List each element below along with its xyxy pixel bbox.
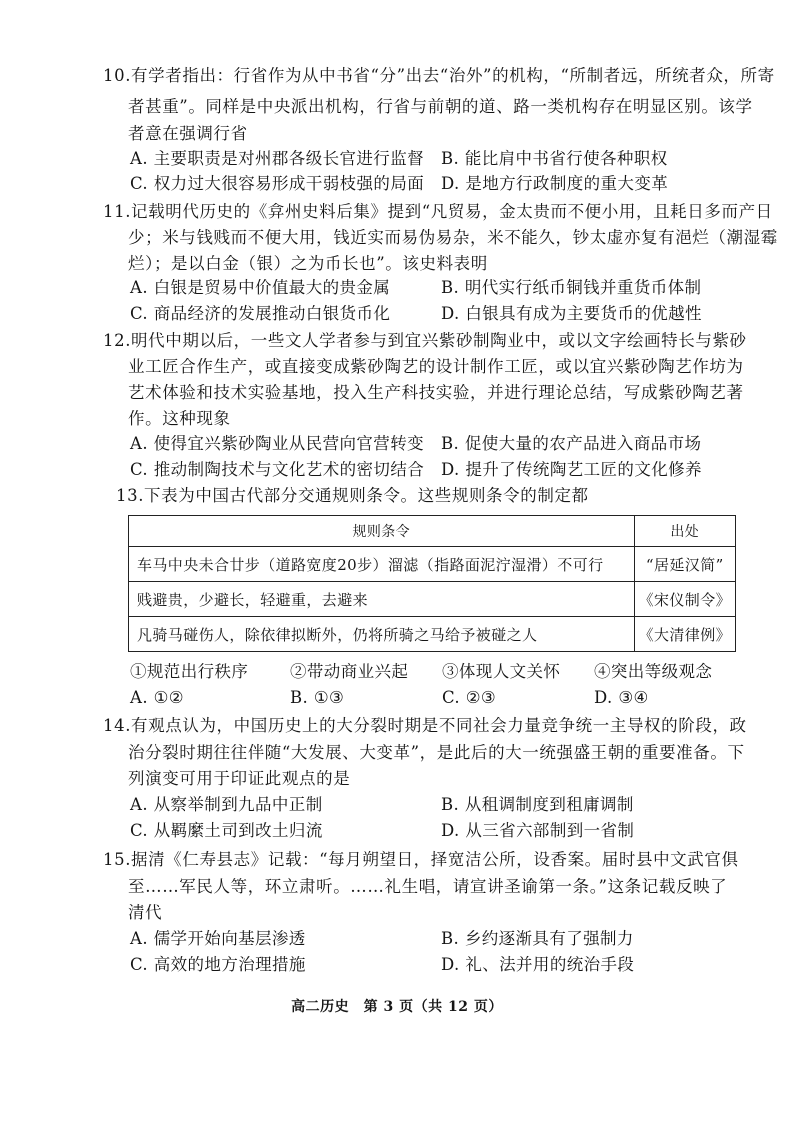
question-10-option-d: D. 是地方行政制度的重大变革 xyxy=(441,174,669,193)
question-13-option-a: A. ①② xyxy=(130,688,184,707)
question-12-line-4: 作。这种现象 xyxy=(128,409,231,428)
question-10-option-b: B. 能比肩中书省行使各种职权 xyxy=(441,149,668,168)
statement-4: ④突出等级观念 xyxy=(594,662,713,681)
table-row xyxy=(129,582,736,617)
table-cell-source: 《大清律例》 xyxy=(634,617,735,652)
page-footer: 高二历史 第 3 页（共 12 页） xyxy=(291,999,503,1015)
question-13-option-c: C. ②③ xyxy=(442,688,497,707)
question-11-option-a: A. 白银是贸易中价值最大的贵金属 xyxy=(130,278,391,297)
question-11-line-2: 少；米与钱贱而不便大用，钱近实而易伪易杂，米不能久，钞太虚亦复有浥烂（潮湿霉 xyxy=(128,228,778,247)
statement-3: ③体现人文关怀 xyxy=(442,662,561,681)
question-14-line-2: 治分裂时期往往伴随“大发展、大变革”，是此后的大一统强盛王朝的重要准备。下 xyxy=(128,743,745,762)
table-header-row xyxy=(129,516,736,547)
question-15-line-3: 清代 xyxy=(128,903,163,922)
question-14-option-d: D. 从三省六部制到一省制 xyxy=(441,821,635,840)
table-cell-rule: 贱避贵，少避长，轻避重，去避来 xyxy=(129,582,635,617)
question-15-option-d: D. 礼、法并用的统治手段 xyxy=(441,955,635,974)
question-14-option-a: A. 从察举制到九品中正制 xyxy=(130,795,323,814)
statement-1: ①规范出行秩序 xyxy=(130,662,249,681)
question-12-line-1: 12.明代中期以后，一些文人学者参与到宜兴紫砂制陶业中，或以文字绘画特长与紫砂 xyxy=(103,331,747,350)
question-15-line-2: 至……军民人等，环立肃听。……礼生唱，请宣讲圣谕第一条。”这条记载反映了 xyxy=(128,877,728,896)
question-12-option-c: C. 推动制陶技术与文化艺术的密切结合 xyxy=(130,460,425,479)
question-11-line-1: 11.记载明代历史的《弇州史料后集》提到“凡贸易，金太贵而不便小用，且耗日多而产日 xyxy=(103,202,773,221)
question-11-line-3: 烂）；是以白金（银）之为币长也”。该史料表明 xyxy=(128,254,488,273)
question-14-line-1: 14.有观点认为，中国历史上的大分裂时期是不同社会力量竞争统一主导权的阶段，政 xyxy=(103,716,747,735)
question-15-option-b: B. 乡约逐渐具有了强制力 xyxy=(441,929,634,948)
question-13-line-1: 13.下表为中国古代部分交通规则条令。这些规则条令的制定都 xyxy=(116,486,589,505)
question-14-option-c: C. 从羁縻土司到改土归流 xyxy=(130,821,323,840)
question-14-option-b: B. 从租调制度到租庸调制 xyxy=(441,795,634,814)
question-13-option-d: D. ③④ xyxy=(594,688,649,707)
question-10-option-c: C. 权力过大很容易形成干弱枝强的局面 xyxy=(130,174,425,193)
question-12-line-3: 艺术体验和技术实验基地，投入生产科技实验，并进行理论总结，写成紫砂陶艺著 xyxy=(128,383,744,402)
question-11-option-d: D. 白银具有成为主要货币的优越性 xyxy=(441,304,702,323)
question-11-option-b: B. 明代实行纸币铜钱并重货币体制 xyxy=(441,278,702,297)
table-cell-source: “居延汉简” xyxy=(634,547,735,582)
table-row xyxy=(129,547,736,582)
question-12-line-2: 业工匠合作生产，或直接变成紫砂陶艺的设计制作工匠，或以宜兴紫砂陶艺作坊为 xyxy=(128,357,744,376)
question-11-option-c: C. 商品经济的发展推动白银货币化 xyxy=(130,304,391,323)
question-15-line-1: 15.据清《仁寿县志》记载：“每月朔望日，择宽洁公所，设香案。届时县中文武官俱 xyxy=(103,850,739,869)
question-15-option-a: A. 儒学开始向基层渗透 xyxy=(130,929,306,948)
question-10-line-2: 者甚重”。同样是中央派出机构，行省与前朝的道、路一类机构存在明显区别。该学 xyxy=(128,97,753,116)
question-10-line-1: 10.有学者指出：行省作为从中书省“分”出去“治外”的机构，“所制者远，所统者众，所寄 xyxy=(103,66,775,85)
question-13-option-b: B. ①③ xyxy=(290,688,345,707)
table-cell-rule: 车马中央未合廿步（道路宽度20步）溜滤（指路面泥泞湿滑）不可行 xyxy=(129,547,635,582)
table-cell-rule: 凡骑马碰伤人，除依律拟断外，仍将所骑之马给予被碰之人 xyxy=(129,617,635,652)
table-cell-source: 《宋仪制令》 xyxy=(634,582,735,617)
statement-2: ②带动商业兴起 xyxy=(290,662,409,681)
question-10-option-a: A. 主要职责是对州郡各级长官进行监督 xyxy=(130,149,425,168)
table-header-source: 出处 xyxy=(634,516,735,547)
traffic-rules-table xyxy=(128,515,736,652)
question-14-line-3: 列演变可用于印证此观点的是 xyxy=(128,769,351,788)
question-15-option-c: C. 高效的地方治理措施 xyxy=(130,955,306,974)
question-12-option-b: B. 促使大量的农产品进入商品市场 xyxy=(441,434,702,453)
table-row xyxy=(129,617,736,652)
question-12-option-d: D. 提升了传统陶艺工匠的文化修养 xyxy=(441,460,702,479)
question-12-option-a: A. 使得宜兴紫砂陶业从民营向官营转变 xyxy=(130,434,425,453)
table-header-rule: 规则条令 xyxy=(129,516,635,547)
question-10-line-3: 者意在强调行省 xyxy=(128,124,248,143)
